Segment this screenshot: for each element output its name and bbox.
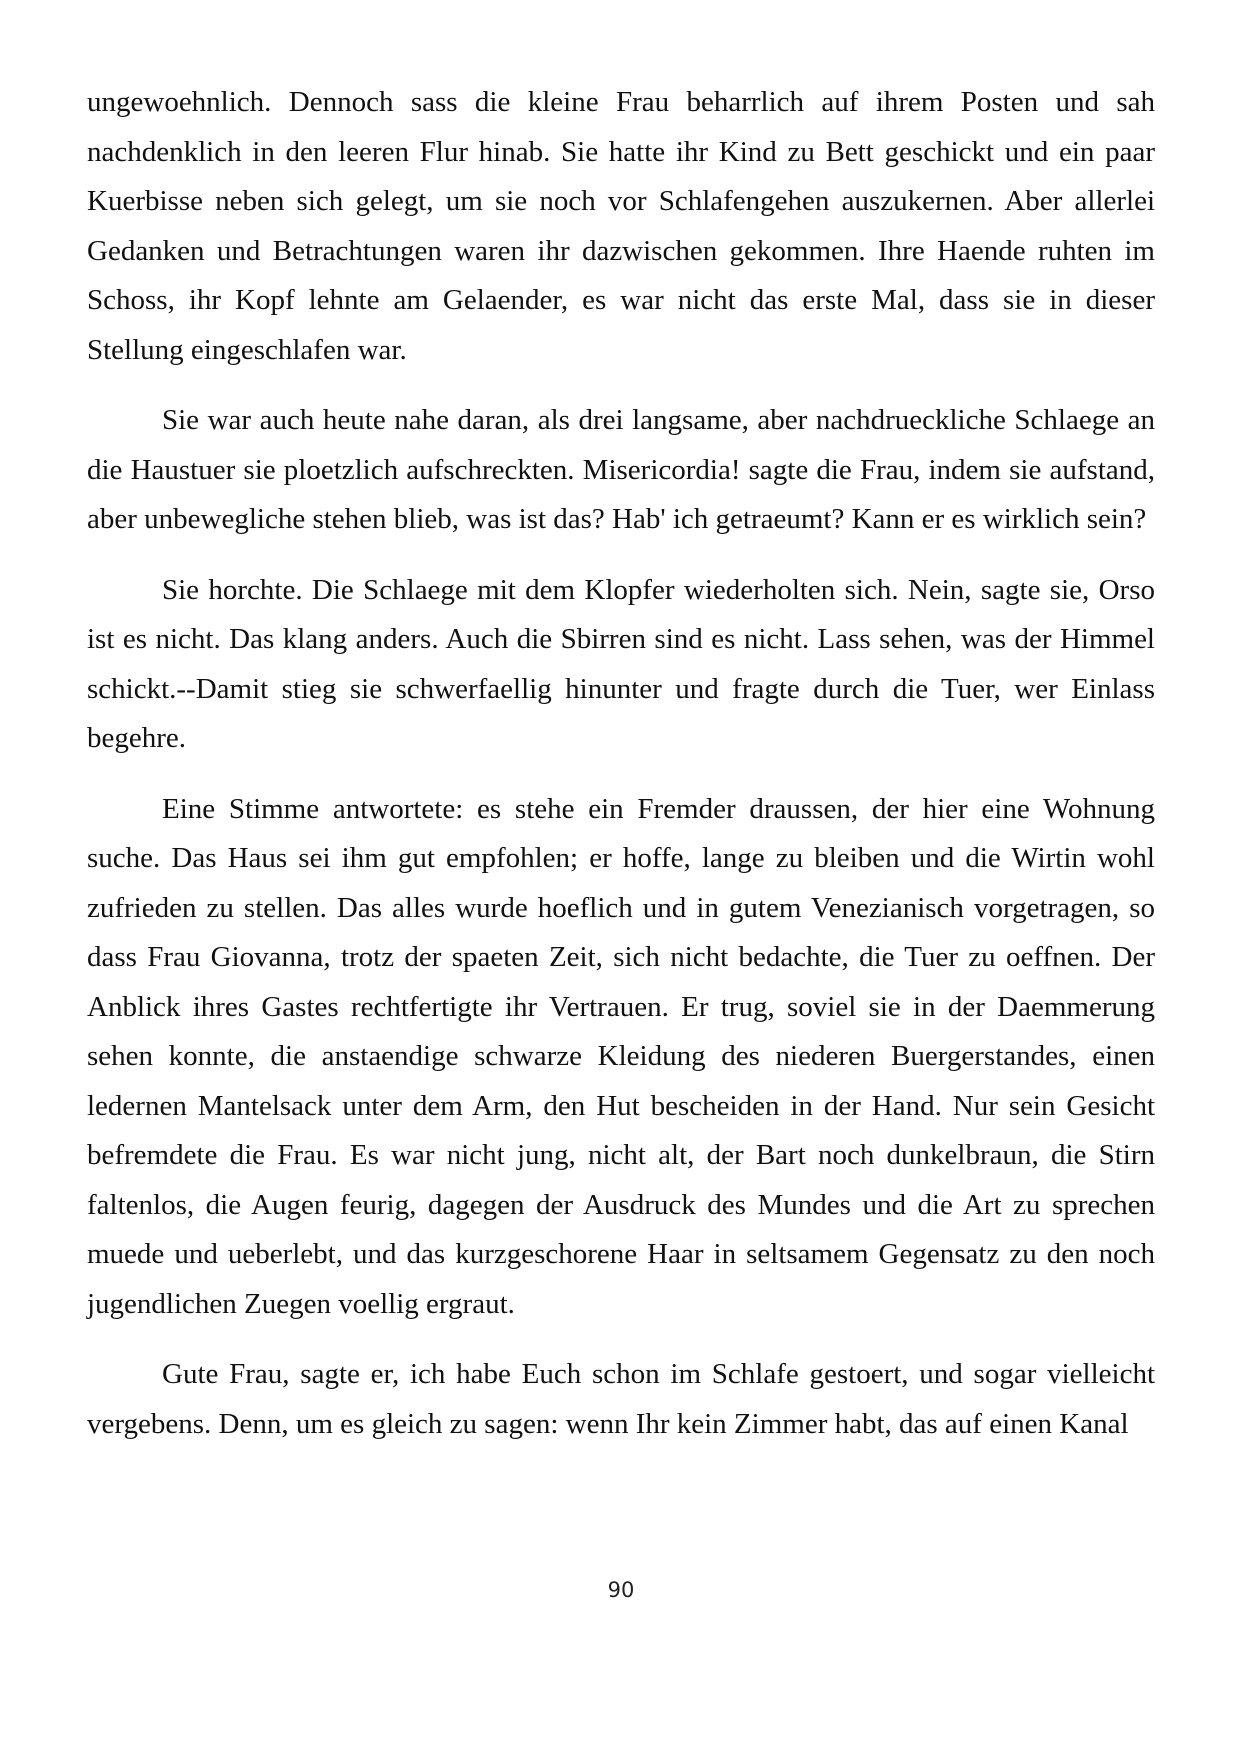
paragraph-2: Sie war auch heute nahe daran, als drei langsame, aber nachdrueckliche Schlaege an die Haustuer sie ploetzlich aufschreckten. Misericordia! sagte die Frau, indem sie aufstand, aber unbewegliche stehen blieb, was ist das? Hab' ich getraeumt? Kann er es wirklich sein?	[87, 404, 1155, 535]
page-number: 90	[607, 1578, 635, 1602]
paragraph-3: Sie horchte. Die Schlaege mit dem Klopfer wiederholten sich. Nein, sagte sie, Orso ist es nicht. Das klang anders. Auch die Sbirren sind es nicht. Lass sehen, was der Himmel schickt.--Damit stieg sie schwerfaellig hinunter und fragte durch die Tuer, wer Einlass begehre.	[87, 573, 1155, 754]
paragraph-5: Gute Frau, sagte er, ich habe Euch schon im Schlafe gestoert, und sogar vielleicht vergebens. Denn, um es gleich zu sagen: wenn Ihr kein Zimmer habt, das auf einen Kanal	[87, 1358, 1155, 1440]
paragraph-4: Eine Stimme antwortete: es stehe ein Fremder draussen, der hier eine Wohnung suche. Das Haus sei ihm gut empfohlen; er hoffe, lange zu bleiben und die Wirtin wohl zufrieden zu stellen. Das alles wurde hoeflich und in gutem Venezianisch vorgetragen, so dass Frau Giovanna, trotz der spaeten Zeit, sich nicht bedachte, die Tuer zu oeffnen. Der Anblick ihres Gastes rechtfertigte ihr Vertrauen. Er trug, soviel sie in der Daemmerung sehen konnte, die anstaendige schwarze Kleidung des niederen Buergerstandes, einen ledernen Mantelsack unter dem Arm, den Hut bescheiden in der Hand. Nur sein Gesicht befremdete die Frau. Es war nicht jung, nicht alt, der Bart noch dunkelbraun, die Stirn faltenlos, die Augen feurig, dagegen der Ausdruck des Mundes und die Art zu sprechen muede und ueberlebt, und das kurzgeschorene Haar in seltsamem Gegensatz zu den noch jugendlichen Zuegen voellig ergraut.	[87, 792, 1155, 1320]
body-text	[87, 78, 1155, 1470]
paragraph-1: ungewoehnlich. Dennoch sass die kleine Frau beharrlich auf ihrem Posten und sah nachdenklich in den leeren Flur hinab. Sie hatte ihr Kind zu Bett geschickt und ein paar Kuerbisse neben sich gelegt, um sie noch vor Schlafengehen auszukernen. Aber allerlei Gedanken und Betrachtungen waren ihr dazwischen gekommen. Ihre Haende ruhten im Schoss, ihr Kopf lehnte am Gelaender, es war nicht das erste Mal, dass sie in dieser Stellung eingeschlafen war.	[87, 86, 1155, 366]
